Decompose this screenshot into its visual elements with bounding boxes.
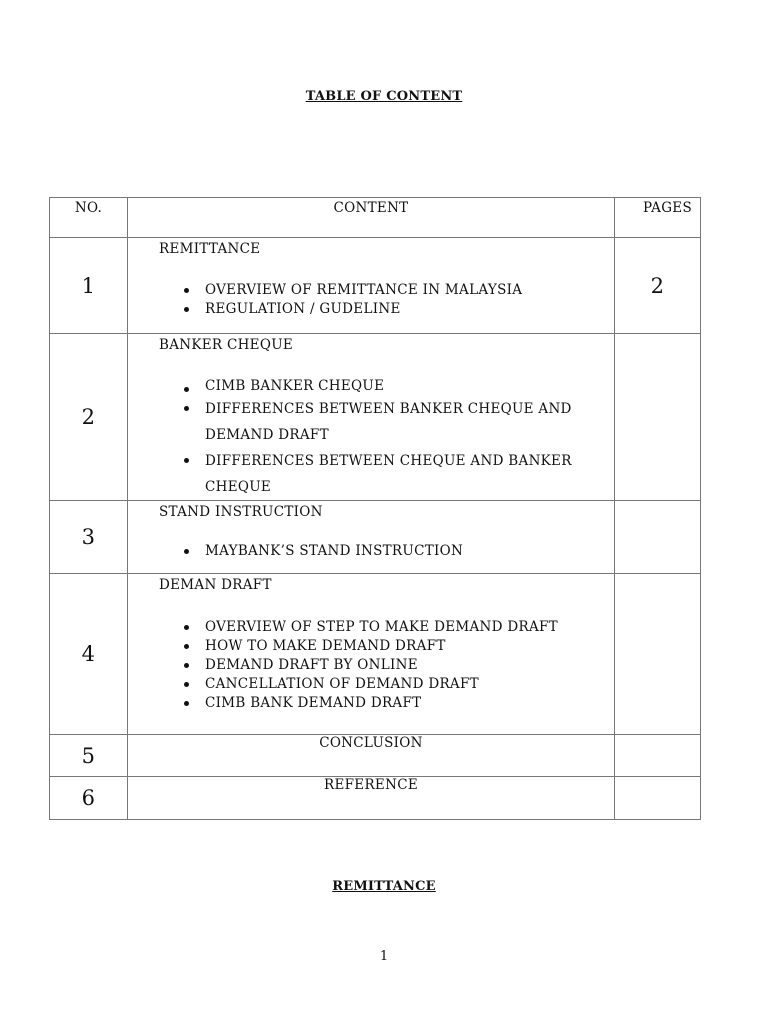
row-number: 3: [50, 501, 128, 574]
list-item: DIFFERENCES BETWEEN CHEQUE AND BANKER CHEQUE: [184, 448, 614, 500]
table-row: [50, 501, 701, 574]
row-content: [128, 501, 615, 574]
list-item: OVERVIEW OF STEP TO MAKE DEMAND DRAFT: [184, 618, 614, 637]
row-content: REFERENCE: [128, 777, 615, 820]
page-number: 1: [379, 949, 389, 964]
section-title: REMITTANCE: [159, 241, 261, 257]
row-page: [615, 334, 701, 501]
section-title: BANKER CHEQUE: [159, 337, 294, 353]
row-page: [615, 777, 701, 820]
header-content: CONTENT: [128, 198, 615, 238]
row-number: 6: [50, 777, 128, 820]
list-item: CIMB BANK DEMAND DRAFT: [184, 694, 614, 713]
row-number: 1: [50, 238, 128, 334]
row-number: 5: [50, 735, 128, 777]
subtopic-list: [159, 281, 614, 319]
header-pages: PAGES: [615, 198, 701, 238]
table-header-row: [50, 198, 701, 238]
list-item: CANCELLATION OF DEMAND DRAFT: [184, 675, 614, 694]
list-item: DIFFERENCES BETWEEN BANKER CHEQUE AND DEMAND DRAFT: [184, 396, 614, 448]
section-heading: REMITTANCE: [332, 879, 436, 894]
subtopic-list: [159, 618, 614, 713]
list-item: REGULATION / GUDELINE: [184, 300, 614, 319]
table-row: [50, 777, 701, 820]
table-row: [50, 735, 701, 777]
row-content: [128, 334, 615, 501]
row-page: [615, 735, 701, 777]
row-page: 2: [615, 238, 701, 334]
header-no: NO.: [50, 198, 128, 238]
list-item: HOW TO MAKE DEMAND DRAFT: [184, 637, 614, 656]
list-item: DEMAND DRAFT BY ONLINE: [184, 656, 614, 675]
subtopic-list: [159, 377, 614, 500]
row-content: CONCLUSION: [128, 735, 615, 777]
section-title: DEMAN DRAFT: [159, 577, 272, 593]
table-row: [50, 574, 701, 735]
row-page: [615, 501, 701, 574]
table-of-content: [49, 197, 701, 820]
document-title: TABLE OF CONTENT: [305, 89, 463, 104]
table-row: [50, 334, 701, 501]
table-row: [50, 238, 701, 334]
row-page: [615, 574, 701, 735]
row-content: [128, 238, 615, 334]
row-number: 2: [50, 334, 128, 501]
list-item: OVERVIEW OF REMITTANCE IN MALAYSIA: [184, 281, 614, 300]
subtopic-list: [159, 542, 614, 561]
section-title: STAND INSTRUCTION: [159, 504, 323, 520]
list-item: CIMB BANKER CHEQUE: [184, 377, 614, 396]
row-number: 4: [50, 574, 128, 735]
row-content: [128, 574, 615, 735]
list-item: MAYBANK’S STAND INSTRUCTION: [184, 542, 614, 561]
